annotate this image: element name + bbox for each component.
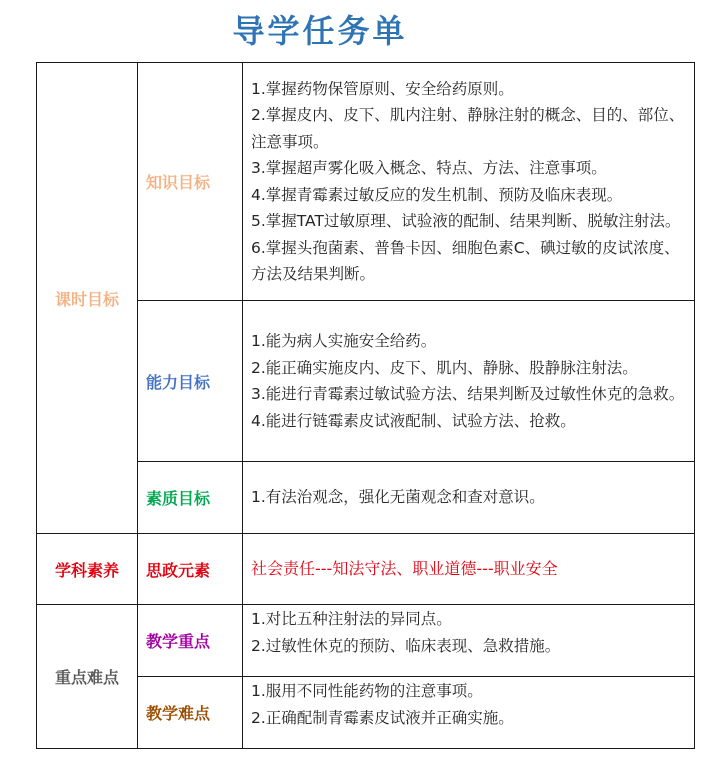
list-item: 3.能进行青霉素过敏试验方法、结果判断及过敏性休克的急救。: [251, 385, 685, 403]
ability-goals-list: [243, 301, 695, 462]
subcategory-ability: 能力目标: [138, 301, 243, 462]
list-item: 2.过敏性休克的预防、临床表现、急救措施。: [251, 636, 561, 655]
category-key-difficult: 重点难点: [37, 605, 138, 749]
list-item: 2.能正确实施皮内、皮下、肌内、静脉、股静脉注射法。: [251, 358, 638, 377]
ideology-text: 社会责任---知法守法、职业道德---职业安全: [243, 534, 695, 605]
page-title: 导学任务单: [232, 12, 408, 50]
subcategory-knowledge: 知识目标: [138, 63, 243, 301]
category-lesson-goals: 课时目标: [37, 63, 138, 534]
knowledge-goals-list: [243, 63, 695, 301]
table-row: [37, 605, 695, 677]
subcategory-quality: 素质目标: [138, 462, 243, 534]
list-item: 5.掌握TAT过敏原理、试验液的配制、结果判断、脱敏注射法。: [251, 212, 681, 230]
list-item: 3.掌握超声雾化吸入概念、特点、方法、注意事项。: [251, 159, 607, 177]
list-item: 1.能为病人实施安全给药。: [251, 332, 437, 350]
quality-goals-list: [243, 462, 695, 534]
category-subject-literacy: 学科素养: [37, 534, 138, 605]
list-item: 4.掌握青霉素过敏反应的发生机制、预防及临床表现。: [251, 185, 623, 204]
subcategory-ideology: 思政元素: [138, 534, 243, 605]
table-row: [37, 534, 695, 605]
difficulties-list: [243, 677, 695, 749]
task-table: [36, 62, 695, 749]
list-item: 2.掌握皮内、皮下、肌内注射、静脉注射的概念、目的、部位、注意事项。: [251, 106, 685, 151]
key-points-list: [243, 605, 695, 677]
subcategory-key-points: 教学重点: [138, 605, 243, 677]
list-item: 1.对比五种注射法的异同点。: [251, 610, 452, 628]
list-item: 6.掌握头孢菌素、普鲁卡因、细胞色素C、碘过敏的皮试浓度、方法及结果判断。: [251, 238, 680, 283]
list-item: 1.有法治观念，强化无菌观念和查对意识。: [251, 488, 545, 507]
list-item: 4.能进行链霉素皮试液配制、试验方法、抢救。: [251, 411, 576, 430]
list-item: 1.服用不同性能药物的注意事项。: [251, 682, 483, 700]
list-item: 2.正确配制青霉素皮试液并正确实施。: [251, 708, 514, 727]
table-row: [37, 63, 695, 301]
subcategory-difficulties: 教学难点: [138, 677, 243, 749]
list-item: 1.掌握药物保管原则、安全给药原则。: [251, 79, 514, 98]
